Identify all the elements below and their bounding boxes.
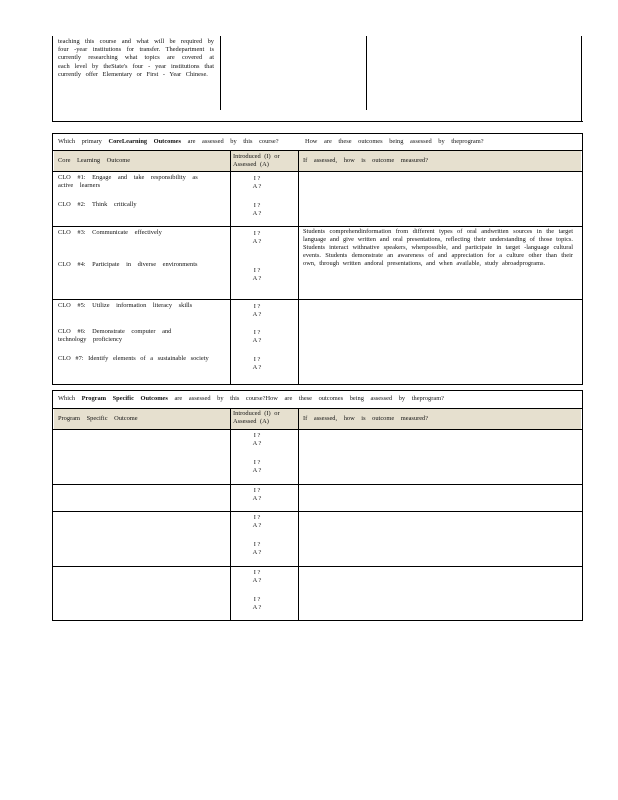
program-question: Which Program Specific Outcomes are assessed by this course?How are these outcomes being assessed by theprogram? bbox=[58, 395, 445, 402]
clo-5: CLO #5: Utilize information literacy skills bbox=[58, 302, 193, 309]
continuation-text: teaching this course and what will be required by four -year institutions for transfer. Thedepartment is currently researching what topics are covered at each level by theState's four - year institutions that currently offer Elementary or First - Year Chinese. bbox=[58, 38, 214, 78]
clo-6-ia: I ? A ? bbox=[252, 329, 262, 344]
clo-1-ia: I ? A ? bbox=[252, 175, 262, 190]
top-table-divider-2 bbox=[366, 36, 367, 110]
clo-7: CLO #7: Identify elements of a sustainable society bbox=[58, 355, 209, 362]
clo-3: CLO #3: Communicate effectively bbox=[58, 229, 162, 236]
core-header-measure: If assessed, how is outcome measured? bbox=[303, 157, 429, 164]
program-row-3-ia: I ? A ? bbox=[252, 487, 262, 502]
top-table-divider-1 bbox=[220, 36, 221, 110]
clo-3-ia: I ? A ? bbox=[252, 230, 262, 245]
clo-6: CLO #6: Demonstrate computer and technology proficiency bbox=[58, 328, 172, 343]
clo-2: CLO #2: Think critically bbox=[58, 201, 137, 208]
program-row-7-ia: I ? A ? bbox=[252, 596, 262, 611]
core-question: Which primary CoreLearning Outcomes are assessed by this course? How are these outcomes being assessed by theprogram? bbox=[58, 138, 484, 145]
program-row-4-ia: I ? A ? bbox=[252, 514, 262, 529]
program-row-2-ia: I ? A ? bbox=[252, 459, 262, 474]
program-row-1-ia: I ? A ? bbox=[252, 432, 262, 447]
clo-3-4-measure: Students comprehendinformation from different types of oral andwritten sources in the target language and give written and oral presentations, reflecting their understanding of those topics. Students interact withnative speakers, whenpossible, and participate in target -language cultural events. Students demonstrate an awareness of and appreciation for a culture other than their own, through written andoral presentations, and when available, study abroadprograms. bbox=[303, 228, 573, 267]
program-header-outcome: Program Specific Outcome bbox=[58, 415, 138, 422]
clo-4: CLO #4: Participate in diverse environments bbox=[58, 261, 198, 268]
core-header-outcome: Core Learning Outcome bbox=[58, 157, 131, 164]
top-table-right-border bbox=[581, 36, 582, 122]
clo-5-ia: I ? A ? bbox=[252, 303, 262, 318]
top-table-left-border bbox=[52, 36, 53, 122]
program-header-ia: Introduced (I) or Assessed (A) bbox=[233, 410, 280, 425]
clo-4-ia: I ? A ? bbox=[252, 267, 262, 282]
core-header-ia: Introduced (I) or Assessed (A) bbox=[233, 153, 280, 168]
top-table-bottom-border bbox=[52, 121, 583, 122]
clo-2-ia: I ? A ? bbox=[252, 202, 262, 217]
clo-1: CLO #1: Engage and take responsibility as active learners bbox=[58, 174, 198, 189]
program-header-measure: If assessed, how is outcome measured? bbox=[303, 415, 429, 422]
clo-7-ia: I ? A ? bbox=[252, 356, 262, 371]
program-row-6-ia: I ? A ? bbox=[252, 569, 262, 584]
program-row-5-ia: I ? A ? bbox=[252, 541, 262, 556]
